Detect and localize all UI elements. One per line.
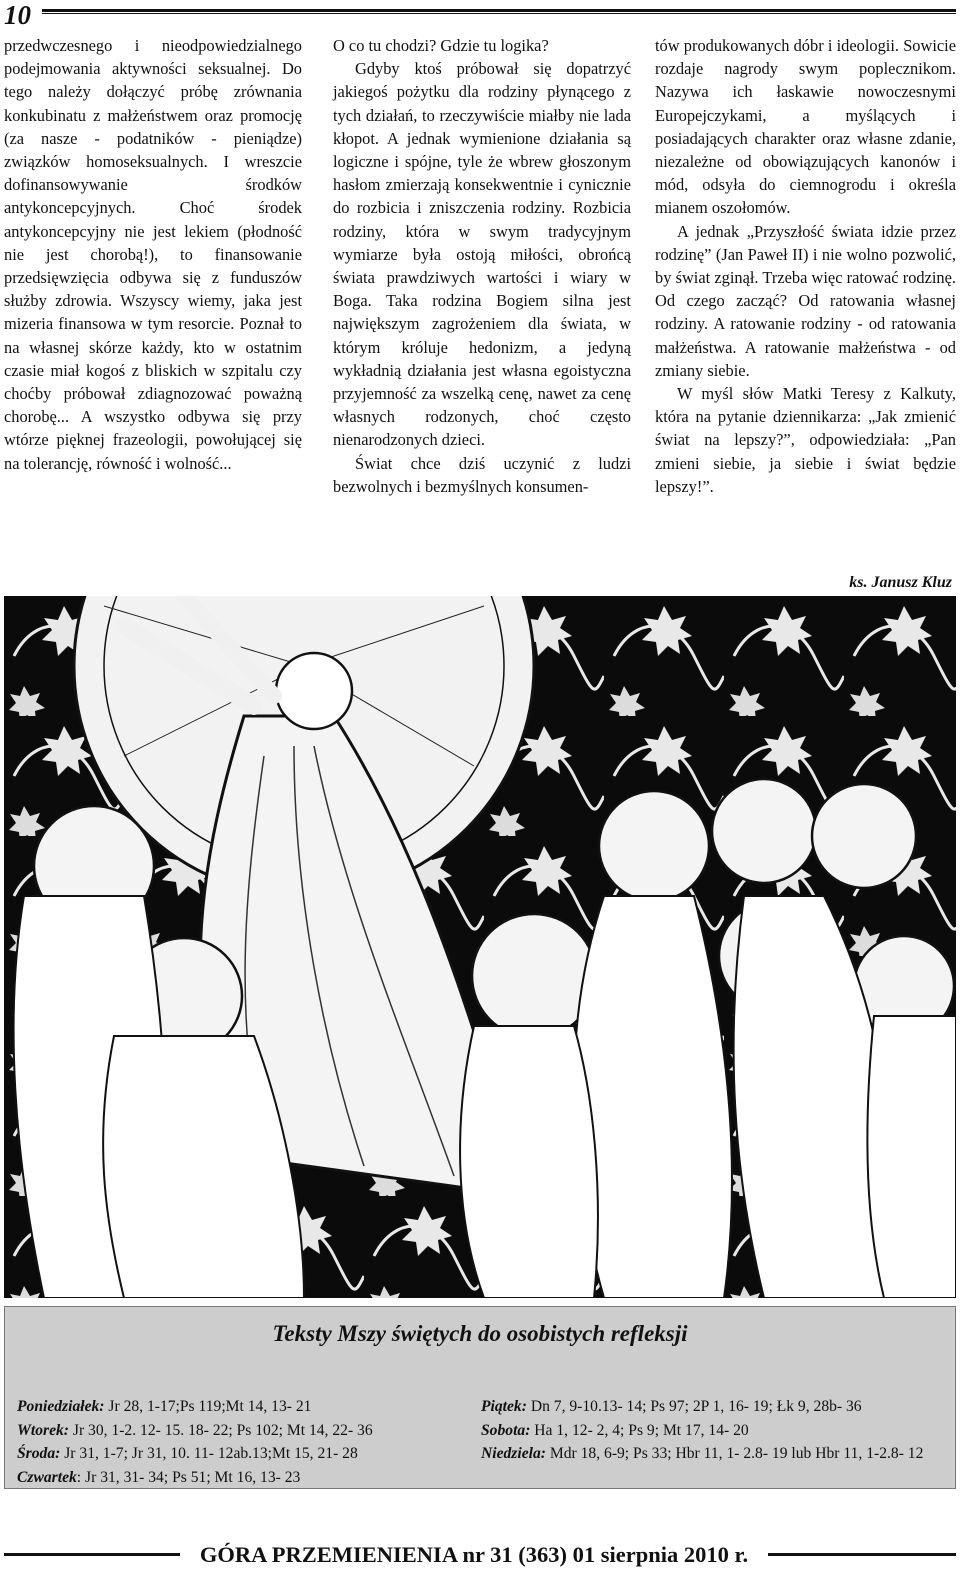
reading-item <box>17 1419 477 1443</box>
reading-item <box>481 1419 953 1443</box>
engraving-drawing <box>4 596 956 1298</box>
reading-day: Poniedziałek: <box>17 1398 105 1415</box>
reading-item <box>17 1466 477 1490</box>
reading-item <box>17 1395 477 1419</box>
mass-readings-left-list <box>17 1395 477 1489</box>
reading-refs: Jr 30, 1-2. 12- 15. 18- 22; Ps 102; Mt 14, 22- 36 <box>72 1421 373 1439</box>
reading-refs: Ha 1, 12- 2, 4; Ps 9; Mt 17, 14- 20 <box>534 1421 749 1439</box>
reading-refs: Jr 28, 1-17;Ps 119;Mt 14, 13- 21 <box>108 1398 312 1415</box>
header-rule <box>42 9 956 14</box>
ascension-engraving-image <box>4 596 956 1298</box>
mass-readings-right-list <box>481 1395 953 1466</box>
article-column-2 <box>333 34 631 498</box>
mass-readings-title: Teksty Mszy świętych do osobistych refleksji <box>272 1321 688 1346</box>
paragraph: W myśl słów Matki Teresy z Kalkuty, która na pytanie dziennikarza: „Jak zmienić świat na lepszy?”, odpowiedziała: „Pan zmieni siebie, ja siebie i świat będzie lepszy!”. <box>655 384 956 496</box>
reading-day: Piątek: <box>481 1398 527 1415</box>
footer-rule-left <box>4 1553 180 1557</box>
mass-readings-box <box>4 1306 956 1489</box>
author-signature: ks. Janusz Kluz <box>849 574 952 591</box>
reading-day: Środa: <box>17 1445 61 1462</box>
reading-day: Sobota: <box>481 1421 531 1439</box>
footer-rule-right <box>768 1553 956 1557</box>
page-number: 10 <box>4 0 31 30</box>
reading-day: Wtorek: <box>17 1421 69 1439</box>
reading-item <box>481 1442 953 1466</box>
paragraph: Świat chce dziś uczynić z ludzi bezwolnych i bezmyślnych konsumen- <box>333 453 631 496</box>
reading-item <box>17 1442 477 1466</box>
reading-refs: Jr 31, 1-7; Jr 31, 10. 11- 12ab.13;Mt 15, 21- 28 <box>64 1445 358 1462</box>
paragraph: przedwczesnego i nieodpowiedzialnego podejmowania aktywności seksualnej. Do tego należy dołączyć próbę zrównania konkubinatu z małżeństwem oraz promocję (za nasze - podatników - pieniądze) związków homoseksualnych. I wreszcie dofinansowywanie środków antykoncepcyjnych. Choć środek antykoncepcyjny nie jest lekiem (płodność nie jest chorobą!), to finansowanie przedsięwzięcia odbywa się z funduszów służby zdrowia. Wszyscy wiemy, jaka jest mizeria finansowa w tym resorcie. Poznał to na własnej skórze każdy, kto w ostatnim czasie miał kogoś z bliskich w szpitalu czy choćby próbował zdiagnozować poważną chorobę... A wszystko odbywa się przy wtórze pięknej frazeologii, powołującej się na tolerancję, równość i wolność... <box>4 36 302 473</box>
reading-refs: : Jr 31, 31- 34; Ps 51; Mt 16, 13- 23 <box>76 1468 301 1486</box>
paragraph: tów produkowanych dóbr i ideologii. Sowicie rozdaje nagrody swym poplecznikom. Nazywa ich łaskawie nowoczesnymi Europejczykami, a myślących i posiadających charakter oraz własne zdanie, niezależne od obowiązujących kanonów i mód, odsyła do ciemnogrodu i określa mianem oszołomów. <box>655 36 956 218</box>
reading-refs: Dn 7, 9-10.13- 14; Ps 97; 2P 1, 16- 19; Łk 9, 28b- 36 <box>530 1398 862 1415</box>
article-column-1 <box>4 34 302 475</box>
reading-day: Czwartek <box>17 1468 77 1486</box>
reading-item <box>481 1395 953 1419</box>
footer-publication-line: GÓRA PRZEMIENIENIA nr 31 (363) 01 sierpnia 2010 r. <box>199 1542 749 1567</box>
reading-refs: Mdr 18, 6-9; Ps 33; Hbr 11, 1- 2.8- 19 lub Hbr 11, 1-2.8- 12 <box>549 1445 924 1462</box>
paragraph: Gdyby ktoś próbował się dopatrzyć jakiegoś pożytku dla rodziny płynącego z tych działań, to rzeczywiście miałby nie lada kłopot. A jednak wymienione działania są logiczne i spójne, tyle że wbrew głoszonym hasłom zmierzają konsekwentnie i cynicznie do rozbicia i zniszczenia rodziny. Rozbicia rodziny, która w swym tradycyjnym wymiarze była ostoją miłości, obrońcą świata prawdziwych wartości i wiary w Boga. Taka rodzina Bogiem silna jest największym zagrożeniem dla świata, w którym króluje hedonizm, a jedyną wykładnią działania jest własna egoistyczna przyjemność za wszelką cenę, nawet za cenę własnych rodzonych, choć często nienarodzonych dzieci. <box>333 59 631 450</box>
reading-day: Niedziela: <box>481 1445 546 1462</box>
paragraph: A jednak „Przyszłość świata idzie przez rodzinę” (Jan Paweł II) i nie wolno pozwolić, by świat zginął. Trzeba więc ratować rodzinę. Od czego zacząć? Od ratowania własnej rodziny. A ratowanie rodziny - od ratowania małżeństwa. A ratowanie małżeństwa - od zmiany siebie. <box>655 221 956 380</box>
article-column-3 <box>655 34 956 498</box>
paragraph: O co tu chodzi? Gdzie tu logika? <box>333 36 549 55</box>
